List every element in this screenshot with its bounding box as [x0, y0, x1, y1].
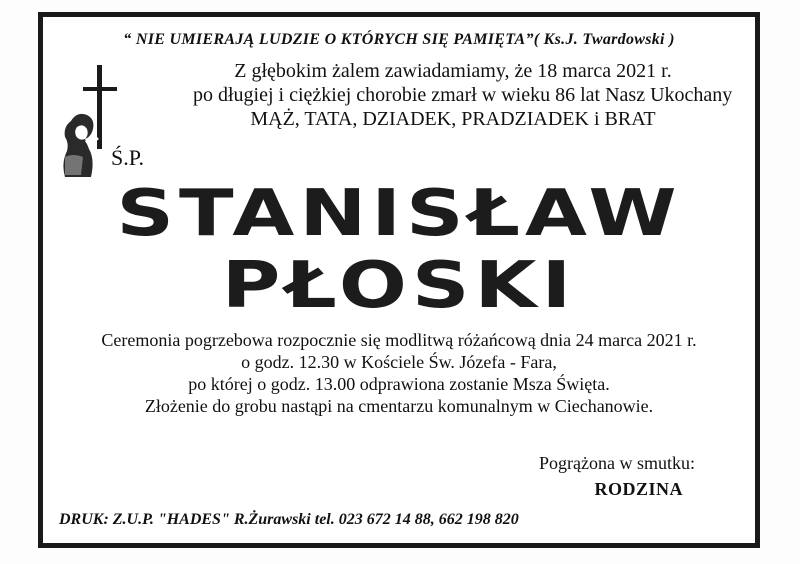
announcement-line: Z głębokim żalem zawiadamiamy, że 18 marca 2021 r. — [234, 60, 672, 82]
ceremony-line: po której o godz. 13.00 odprawiona zostanie Msza Święta. — [188, 374, 610, 394]
announcement-line: MĄŻ, TATA, DZIADEK, PRADZIADEK i BRAT — [250, 108, 656, 130]
deceased-first-name: STANISŁAW — [116, 177, 682, 251]
ceremony-line: Złożenie do grobu nastąpi na cmentarzu komunalnym w Ciechanowie. — [144, 396, 654, 416]
obituary-frame — [38, 12, 760, 548]
printer-credit: DRUK: Z.U.P. "HADES" R.Żurawski tel. 023 672 14 88, 662 198 820 — [59, 511, 519, 528]
ceremony-line: o godz. 12.30 w Kościele Św. Józefa - Fara, — [241, 352, 557, 372]
family-signature: RODZINA — [594, 479, 683, 499]
motto-author: ( Ks.J. Twardowski ) — [533, 31, 675, 48]
motto — [43, 31, 755, 49]
announcement — [193, 59, 733, 131]
grief-label: Pogrążona w smutku: — [539, 453, 695, 473]
deceased-last-name: PŁOSKI — [221, 249, 577, 323]
motto-quote: “ NIE UMIERAJĄ LUDZIE O KTÓRYCH SIĘ PAMIĘTA” — [123, 31, 534, 48]
ceremony-line: Ceremonia pogrzebowa rozpocznie się modlitwą różańcową dnia 24 marca 2021 r. — [101, 330, 697, 350]
announcement-line: po długiej i ciężkiej chorobie zmarł w wieku 86 lat Nasz Ukochany — [193, 84, 733, 106]
ceremony-details — [43, 329, 755, 417]
cross-with-praying-figure-icon — [57, 61, 119, 179]
sp-label: Ś.P. — [111, 145, 145, 170]
